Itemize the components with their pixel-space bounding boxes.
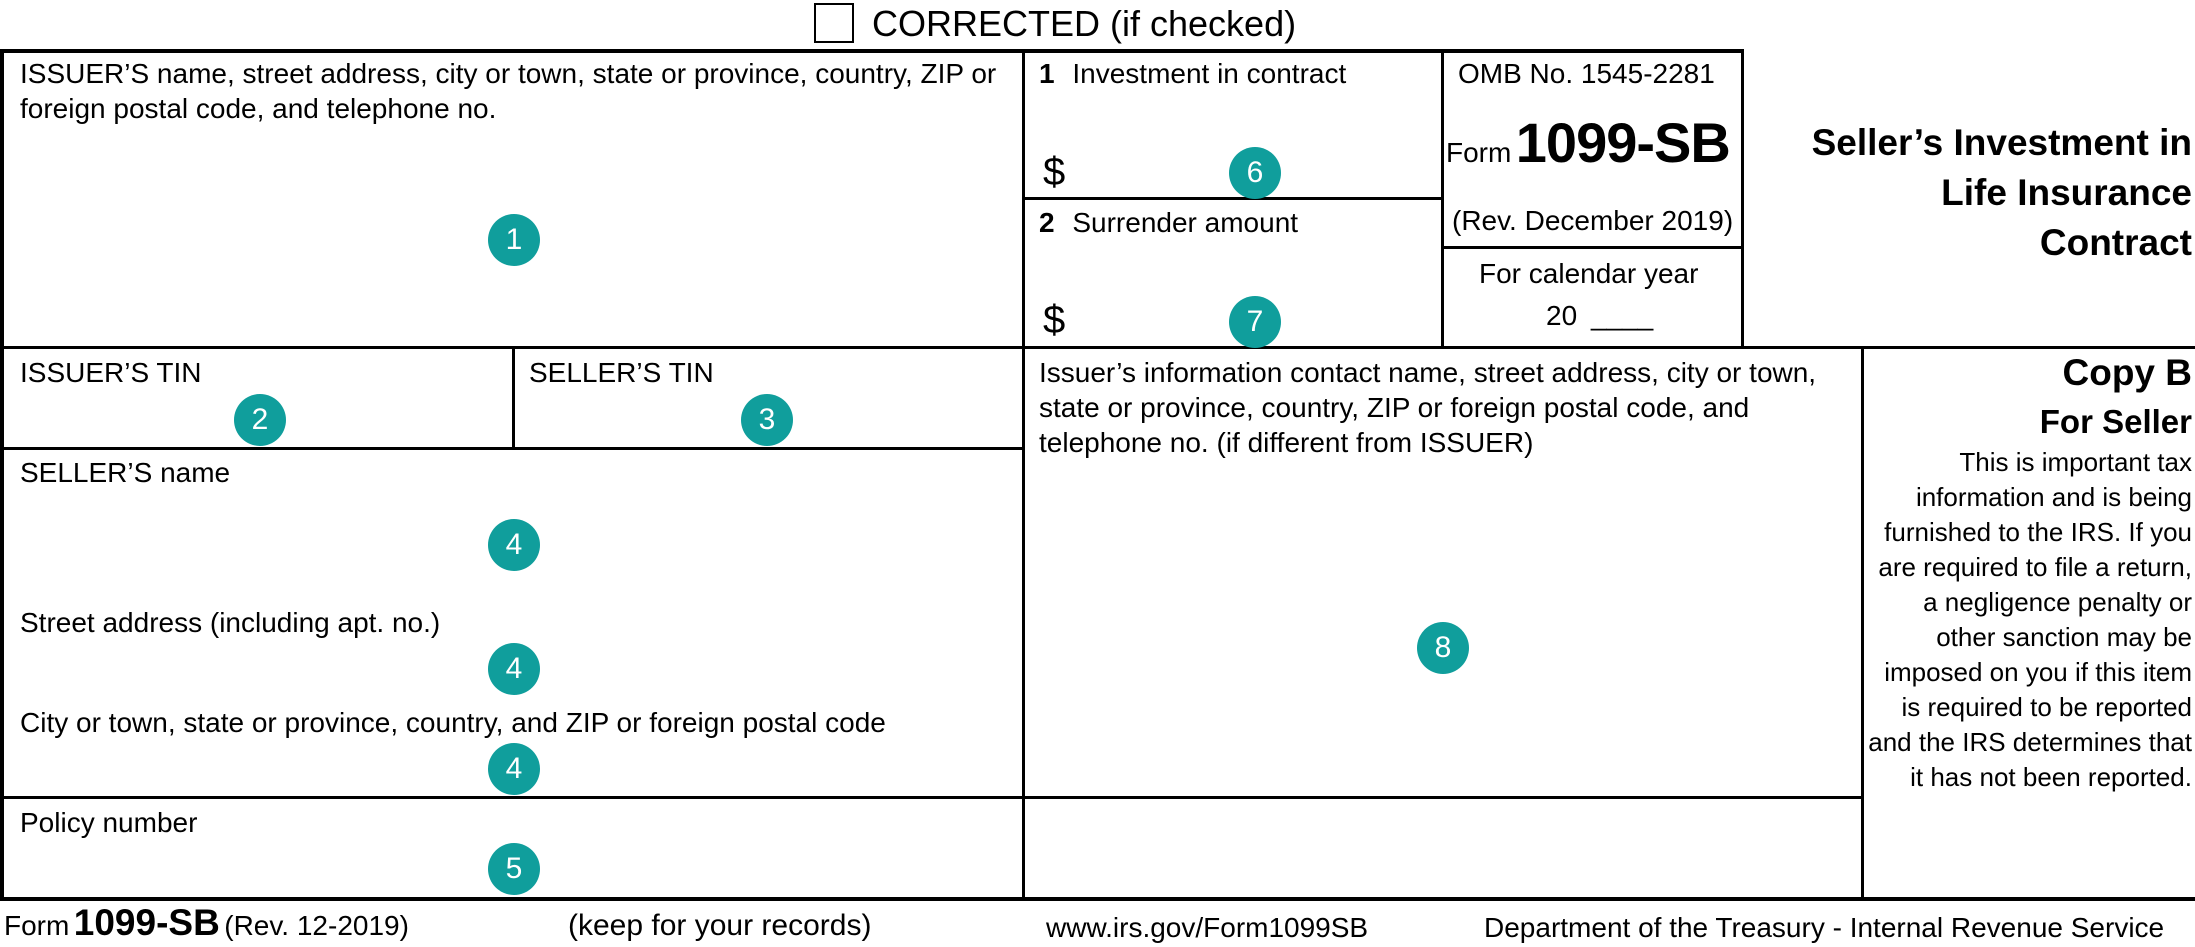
corrected-label: CORRECTED (if checked)	[872, 3, 1297, 44]
form-word: Form	[1446, 137, 1512, 168]
policy-row-divider	[0, 796, 1864, 799]
box2-currency: $	[1043, 298, 1066, 342]
form-left-border	[0, 49, 4, 901]
omb-calendar-divider	[1441, 246, 1743, 249]
calendar-year-field[interactable]	[1546, 298, 1653, 333]
seller-tin-label: SELLER’S TIN	[529, 357, 714, 388]
title-line3: Contract	[2039, 222, 2192, 263]
footer-form-number: 1099-SB	[73, 902, 220, 943]
contact-field-label: Issuer’s information contact name, street address, city or town, state or province, country, ZIP or foreign postal code, and telephone no. (if different from ISSUER)	[1039, 357, 1817, 458]
calendar-year-label: For calendar year	[1479, 258, 1699, 289]
street-address-label: Street address (including apt. no.)	[20, 607, 441, 638]
form-identifier	[1446, 110, 1730, 175]
city-marker[interactable]: 4	[488, 743, 540, 795]
box2-number: 2	[1039, 207, 1055, 238]
title-line2: Life Insurance	[1941, 172, 2192, 213]
omb-number: OMB No. 1545-2281	[1458, 58, 1715, 89]
row-divider-main	[0, 346, 2195, 349]
box1-box2-divider	[1022, 197, 1442, 200]
footer-form-word: Form	[4, 910, 70, 941]
city-label: City or town, state or province, country, and ZIP or foreign postal code	[20, 707, 886, 738]
footer-form-id	[4, 902, 409, 944]
issuer-field-marker[interactable]: 1	[488, 214, 540, 266]
footer-keep-note: (keep for your records)	[568, 909, 872, 942]
seller-tin-marker[interactable]: 3	[741, 394, 793, 446]
copy-title: Copy B	[2062, 352, 2192, 393]
footer-revision: (Rev. 12-2019)	[224, 910, 409, 941]
street-address-marker[interactable]: 4	[488, 643, 540, 695]
seller-name-label: SELLER’S name	[20, 457, 231, 488]
year-prefix: 20	[1546, 300, 1578, 331]
issuer-tin-label: ISSUER’S TIN	[20, 357, 202, 388]
column-divider-copy	[1861, 346, 1864, 899]
box1-currency: $	[1043, 150, 1066, 194]
form-title	[1748, 118, 2192, 268]
issuer-tin-marker[interactable]: 2	[234, 394, 286, 446]
form-top-border	[0, 49, 1744, 53]
policy-number-label: Policy number	[20, 807, 198, 838]
box1-text: Investment in contract	[1072, 58, 1347, 89]
column-divider-left	[1022, 49, 1025, 899]
box2-field-marker[interactable]: 7	[1229, 296, 1281, 348]
seller-name-marker[interactable]: 4	[488, 519, 540, 571]
title-line1: Seller’s Investment in	[1811, 122, 2192, 163]
box1-label	[1039, 56, 1346, 91]
year-blank: ____	[1590, 300, 1654, 331]
copy-notice: This is important tax information and is being furnished to the IRS. If you are required to file a return, a negligence penalty or other sanction may be imposed on you if this item is required to be reported and the IRS determines that it has not been reported.	[1868, 447, 2192, 792]
issuer-field-label: ISSUER’S name, street address, city or town, state or province, country, ZIP or foreign postal code, and telephone no.	[20, 58, 997, 124]
box1-field-marker[interactable]: 6	[1229, 147, 1281, 199]
tin-row-divider	[0, 447, 1024, 450]
policy-number-marker[interactable]: 5	[488, 843, 540, 895]
column-divider-title	[1741, 49, 1744, 347]
box2-label	[1039, 205, 1298, 240]
contact-field-marker[interactable]: 8	[1417, 622, 1469, 674]
box2-text: Surrender amount	[1072, 207, 1299, 238]
tin-divider	[512, 346, 515, 450]
footer-url[interactable]: www.irs.gov/Form1099SB	[1046, 912, 1369, 943]
form-revision: (Rev. December 2019)	[1452, 205, 1734, 236]
box1-number: 1	[1039, 58, 1055, 89]
footer-agency: Department of the Treasury - Internal Revenue Service	[1484, 912, 2165, 943]
form-bottom-border	[0, 897, 2195, 901]
corrected-checkbox[interactable]	[814, 3, 854, 43]
form-number: 1099-SB	[1515, 111, 1730, 174]
copy-subtitle: For Seller	[2039, 403, 2192, 440]
